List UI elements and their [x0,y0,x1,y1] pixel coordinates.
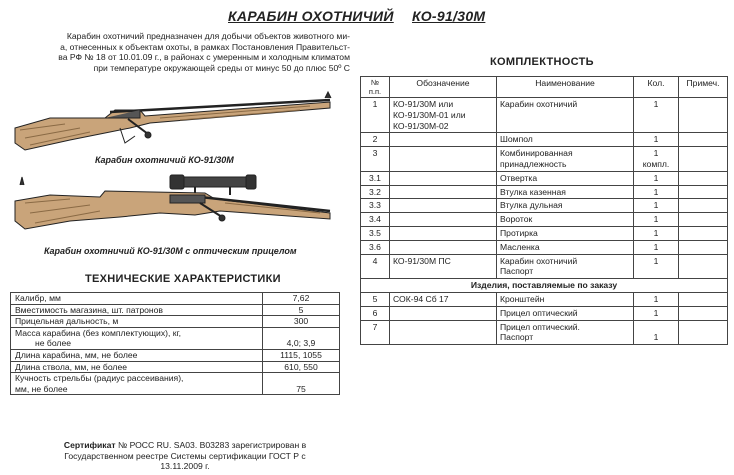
kit-des [393,200,493,211]
rifle-scope-illustration [10,173,340,243]
kit-qty: 1 [653,214,659,225]
table-row [361,185,728,199]
kit-qty [637,121,675,132]
col-note: Примеч. [679,77,728,98]
tech-label [11,327,263,349]
kit-cell-qty [634,306,679,320]
kit-cell-des [390,306,497,320]
kit-qty: 1 [653,134,659,145]
kit-cell-des [390,213,497,227]
cert-line: Государственном реестре Системы сертификации ГОСТ Р с [64,450,306,461]
kit-cell-note [679,185,728,199]
kit-cell-des [390,254,497,279]
kit-cell-num [361,226,390,240]
rifle-illustration [10,88,340,158]
kit-cell-num [361,320,390,345]
kit-cell-qty [634,213,679,227]
kit-num: 6 [372,307,378,318]
tech-label-line: мм, не более [15,383,68,394]
kit-qty: 1 [653,293,659,304]
col-qty: Кол. [634,77,679,98]
kit-des [393,134,493,145]
kit-des: СОК-94 Сб 17 [393,293,449,304]
kit-num [364,266,386,277]
table-row [11,349,340,361]
tech-label: Вместимость магазина, шт. патронов [11,304,263,316]
kit-name: Карабин охотничий [500,255,578,266]
kit-name: Карабин охотничий [500,99,578,109]
kit-qty: 1 [653,200,659,211]
kit-cell-num [361,254,390,279]
kit-num: 1 [372,99,378,109]
kit-name: Масленка [500,241,540,252]
kit-num [364,159,386,170]
kit-cell-note [679,133,728,147]
kit-cell-qty [634,147,679,172]
kit-cell-name [497,98,634,133]
kit-cell-num [361,171,390,185]
kit-num [364,332,386,343]
kit-name: Комбинированная [500,148,573,159]
cert-label: Сертификат [63,440,116,450]
table-row [11,304,340,316]
kit-cell-num [361,98,390,133]
table-row [361,199,728,213]
kit-qty: 1 [653,227,659,238]
kit-num: 3.4 [369,214,381,225]
kit-cell-num [361,133,390,147]
table-row [361,226,728,240]
kit-name: Вороток [500,214,533,225]
kit-des [393,228,493,239]
kit-qty: 1 [653,255,659,266]
kit-num: 2 [372,134,378,145]
kit-subheader: Изделия, поставляемые по заказу [361,279,728,293]
kit-name: Протирка [500,227,538,238]
kit-cell-num [361,292,390,306]
tech-label: Прицельная дальность, м [11,316,263,328]
kit-des [393,308,493,319]
kit-cell-note [679,320,728,345]
kit-des [393,187,493,198]
kit-name: Отвертка [500,172,538,183]
tech-title: ТЕХНИЧЕСКИЕ ХАРАКТЕРИСТИКИ [85,273,281,285]
table-row [11,327,340,349]
kit-name: Втулка казенная [500,186,566,197]
kit-cell-name [497,147,634,172]
kit-num: 5 [372,293,378,304]
tech-value [263,327,340,349]
tech-value: 610, 550 [263,361,340,373]
kit-qty: 1 [653,241,659,252]
tech-value: 7,62 [263,293,340,305]
kit-cell-des [390,133,497,147]
kit-num: 3.2 [369,186,381,197]
kit-qty: 1 [653,186,659,197]
kit-cell-name [497,213,634,227]
kit-cell-note [679,306,728,320]
kit-cell-num [361,240,390,254]
kit-des [393,148,493,159]
kit-num: 4 [372,255,378,266]
kit-des: КО-91/30М-02 [393,120,449,131]
kit-cell-num [361,185,390,199]
kit-des: КО-91/30М или [393,99,454,109]
kit-cell-note [679,98,728,133]
kit-name [500,110,630,121]
kit-qty [637,322,675,333]
kit-des [393,332,493,343]
tech-label-line: Кучность стрельбы (радиус рассеивания), [15,373,184,384]
kit-cell-note [679,240,728,254]
rifle1-caption: Карабин охотничий КО-91/30М [95,155,234,165]
kit-cell-name [497,292,634,306]
intro-line: а, отнесенных к объектам охоты, в рамках Постановления Правительст- [60,41,350,52]
kit-cell-qty [634,98,679,133]
table-row [361,147,728,172]
kit-cell-qty [634,226,679,240]
table-row [361,292,728,306]
col-designation: Обозначение [390,77,497,98]
kit-cell-qty [634,185,679,199]
kit-num: 3.6 [369,241,381,252]
kit-qty: компл. [642,158,670,169]
kit-name: Паспорт [500,266,534,277]
tech-value: 300 [263,316,340,328]
model-title: КО-91/30М [412,8,486,24]
table-row [11,293,340,305]
kit-num [364,110,386,121]
kit-cell-name [497,306,634,320]
kit-cell-name [497,254,634,279]
intro-line: при температуре окружающей среды от минус 50 до плюс 50º С [93,62,350,73]
kit-cell-qty [634,292,679,306]
kit-des [393,322,493,333]
kit-num: 3.5 [369,227,381,238]
kit-cell-note [679,226,728,240]
table-row [11,373,340,395]
kit-table [360,76,728,345]
tech-value-text: 75 [296,383,306,394]
tech-label-line: не более [35,338,71,349]
kit-cell-note [679,171,728,185]
kit-num [364,121,386,132]
kit-subheader-row [361,279,728,293]
table-row [361,98,728,133]
kit-cell-name [497,240,634,254]
kit-cell-num [361,199,390,213]
kit-cell-des [390,98,497,133]
col-num: № п.п. [361,77,390,98]
kit-des: КО-91/30М ПС [393,255,451,266]
kit-des [393,266,493,277]
kit-name: Паспорт [500,332,534,343]
kit-cell-des [390,199,497,213]
certificate-text [20,440,350,472]
kit-cell-des [390,320,497,345]
kit-num: 7 [372,321,378,332]
kit-des: КО-91/30М-01 или [393,109,466,120]
kit-num: 3.1 [369,172,381,183]
table-row [11,316,340,328]
kit-qty: 1 [653,332,659,343]
kit-cell-note [679,147,728,172]
kit-cell-qty [634,320,679,345]
rifle2-caption: Карабин охотничий КО-91/30М с оптическим прицелом [44,246,297,256]
intro-line: ва РФ № 18 от 10.01.09 г., в районах с умеренным и холодным климатом [58,52,350,63]
kit-num: 3 [372,148,378,159]
kit-cell-name [497,320,634,345]
table-row [361,133,728,147]
page-title: КАРАБИН ОХОТНИЧИЙ [228,8,394,24]
kit-cell-name [497,226,634,240]
kit-des [393,242,493,253]
kit-cell-qty [634,240,679,254]
kit-cell-num [361,306,390,320]
tech-label: Длина карабина, мм, не более [11,349,263,361]
kit-cell-note [679,213,728,227]
kit-name [500,121,630,132]
kit-cell-name [497,185,634,199]
kit-des [393,159,493,170]
tech-value [263,373,340,395]
kit-qty: 1 [653,148,659,159]
kit-cell-name [497,133,634,147]
kit-cell-qty [634,254,679,279]
kit-cell-qty [634,171,679,185]
table-row [361,320,728,345]
kit-cell-des [390,292,497,306]
kit-name: Втулка дульная [500,200,563,211]
tech-value: 1115, 1055 [263,349,340,361]
intro-text [10,31,350,73]
kit-cell-des [390,147,497,172]
kit-cell-des [390,226,497,240]
tech-label: Длина ствола, мм, не более [11,361,263,373]
kit-cell-des [390,240,497,254]
kit-qty: 1 [653,172,659,183]
kit-cell-name [497,199,634,213]
kit-des [393,173,493,184]
table-row [361,171,728,185]
kit-cell-des [390,185,497,199]
kit-header-row [361,77,728,98]
cert-line: № РОСС RU. SA03. В03283 зарегистрирован в [117,440,307,450]
tech-table [10,292,340,395]
kit-cell-num [361,147,390,172]
kit-cell-note [679,254,728,279]
kit-cell-num [361,213,390,227]
kit-des [393,214,493,225]
kit-qty: 1 [653,307,659,318]
tech-label: Калибр, мм [11,293,263,305]
kit-num: 3.3 [369,200,381,211]
kit-qty [637,266,675,277]
table-row [361,254,728,279]
kit-cell-qty [634,199,679,213]
kit-qty: 1 [653,99,659,109]
kit-name: Шомпол [500,134,533,145]
tech-label-line: Масса карабина (без комплектующих), кг, [15,327,181,338]
kit-title: КОМПЛЕКТНОСТЬ [490,56,594,68]
tech-label [11,373,263,395]
kit-name: принадлежность [500,158,567,169]
kit-cell-name [497,171,634,185]
kit-name: Кронштейн [500,293,545,304]
kit-cell-qty [634,133,679,147]
tech-value-text: 4,0; 3,9 [286,338,316,349]
table-row [361,213,728,227]
kit-qty [637,110,675,121]
table-row [361,306,728,320]
kit-name: Прицел оптический. [500,321,580,332]
table-row [361,240,728,254]
tech-value: 5 [263,304,340,316]
kit-cell-note [679,199,728,213]
table-row [11,361,340,373]
col-name: Наименование [497,77,634,98]
kit-cell-note [679,292,728,306]
kit-cell-des [390,171,497,185]
kit-name: Прицел оптический [500,307,578,318]
intro-line: Карабин охотничий предназначен для добычи объектов животного ми- [66,31,350,41]
cert-line: 13.11.2009 г. [160,461,210,472]
